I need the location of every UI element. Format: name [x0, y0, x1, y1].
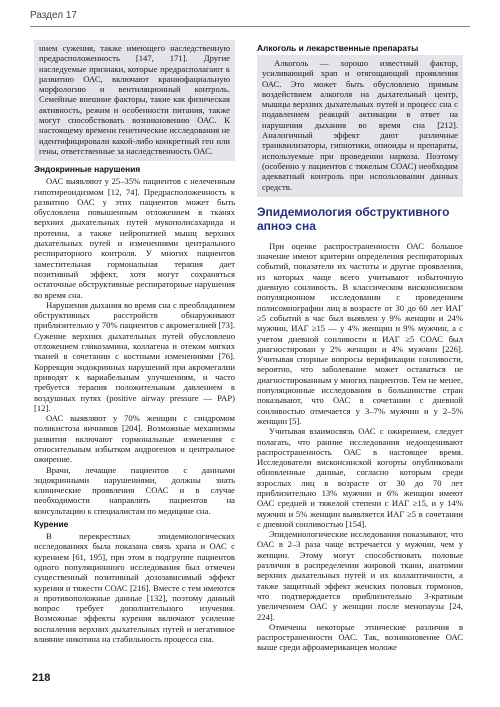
paragraph-acromegaly: Нарушения дыхания во время сна с преобладанием обструктивных расстройств обнаруживают приблизительно у 70% пациентов с акромегалией [73]. Сужение верхних дыхательных путей обусловлено отложением гликозамина, коллагена и отеком мягких тканей в сочетании с костными изменениями [76]. Коррекция эндокринных нарушений при акромегалии приводят к вариабельным улучшениям, и часто требуется терапия положительным давлением в воздушных путях (positive airway pressure — PAP) [12].: [34, 299, 235, 413]
paragraph-doctors: Врачи, лечащие пациентов с данными эндокринными нарушениями, должны знать клинические проявления СОАС и в случае необходимости направлять пациентов на консультацию к специалистам по медицине сна.: [34, 464, 235, 516]
paragraph-sex-differences: Эпидемиологические исследования показывают, что ОАС в 2–3 раза чаще встречается у мужчин, чем у женщин. Этому могут способствовать половые различия в распределении жировой ткани, анатомии верхних дыхательных путей и их коллаптичности, а также защитный эффект женских половых гормонов, что подтверждается приблизительно 3-кратным увеличением ОАС у женщин после менопаузы [24, 224].: [257, 529, 463, 622]
shaded-continuation-block: [34, 40, 235, 161]
right-column: [257, 40, 463, 653]
heading-alcohol: Алкоголь и лекарственные препараты: [257, 43, 419, 53]
heading-endocrine: Эндокринные нарушения: [34, 164, 141, 175]
running-header: [30, 10, 470, 28]
paragraph-heredity: нием сужения, также имеющего наследственную предрасположенность [147, 171]. Другие наследуемые признаки, которые предрасполагают к развитию ОАС, включают краниофациальную морфологию и вентиляционный контроль. Семейные внешние факторы, такие как физическая активность, режим и особенности питания, также могут способствовать возникновению ОАС. К настоящему времени генетические исследования не идентифицировали какой-либо конкретный ген или гены, ответственные за наследственность ОАС.: [39, 43, 230, 156]
heading-epidemiology: Эпидемиология обструктивного апноэ сна: [257, 204, 450, 233]
left-column: [34, 40, 235, 644]
header-rule: [30, 26, 470, 27]
paragraph-hypothyroidism: ОАС выявляют у 25–35% пациентов с нелеченным гипотиреоидизмом [12, 74]. Предрасположенность к развитию ОАС у этих пациентов может быть обусловлена повышенным отложением в тканях верхних дыхательных путей мукополисахарида и протеина, а также нейропатией мышц верхних дыхательных путей и изменениями центрального респираторного контроля. У многих пациентов заместительная гормональная терапия дает позитивный эффект, хотя могут сохраняться остаточные обструктивные респираторные нарушения во время сна.: [34, 176, 235, 300]
section-label: Раздел 17: [30, 10, 77, 21]
shaded-alcohol-block: [257, 55, 463, 197]
paragraph-obesity: Учитывая взаимосвязь ОАС с ожирением, следует полагать, что ранние исследования недооценивают распространенность ОАС в настоящее время. Исследователи висконсинской когорты опубликовали обновленные данные, согласно которым среди взрослых лиц в возрасте от 30 до 70 лет приблизительно 13% мужчин и 6% женщин имеют ОАС средней и тяжелой степени с ИАГ ≥15, и у 14% мужчин и 5% женщин выявляется ИАГ ≥5 в сочетании с дневной сонливостью [154].: [257, 426, 463, 529]
paragraph-alcohol: Алкоголь — хорошо известный фактор, усиливающий храп и отягощающий проявления ОАС. Это может быть обусловлено прямым воздействием алкоголя на дыхательный центр, мышцы верхних дыхательных путей и процесс сна с подавлением реакций активации в ответ на нарушения дыхания во время сна [212]. Аналогичный эффект дают различные транквилизаторы, гипнотики, опиоиды и препараты, используемые при проведении наркоза. Поэтому (особенно у пациентов с тяжелым СОАС) необходим адекватный контроль при использовании данных средств.: [262, 58, 458, 192]
paragraph-smoking: В перекрестных эпидемиологических исследованиях была показана связь храпа и ОАС с курением [61, 195], при этом в подгруппе пациентов одного популяционного исследования был отмечен существенный позитивный дозозависимый эффект курения и тяжести СОАС [216]. Вместе с тем имеются и противоположные данные [132], поэтому данный вопрос требует дополнительного изучения. Возможные эффекты курения включают усиление воспаления верхних дыхательных путей и негативное влияние никотина на стабильность процесса сна.: [34, 531, 235, 645]
paragraph-prevalence: При оценке распространенности ОАС большое значение имеют критерии определения респираторных событий, показатели их частоты и другие проявления, из которых чаще всего учитывают избыточную дневную сонливость. В классическом висконсинском популяционном исследовании с проведением полисомнографии лиц в возрасте от 30 до 60 лет ИАГ ≥5 событий в час был выявлен у 9% женщин и 24% мужчин, ИАГ ≥15 — у 4% женщин и 9% мужчин, а с учетом дневной сонливости и ИАГ ≥5 СОАС был диагностирован у 2% женщин и 4% мужчин [226]. Учитывая спорные вопросы верификации сонливости, вероятно, что заболевание может оставаться не диагностированным у многих пациентов. Тем не менее, популяционные исследования в большинстве стран показывают, что ОАС в сочетании с дневной сонливостью отмечается у 3–7% мужчин и у 2–5% женщин [5].: [257, 240, 463, 426]
paragraph-pcos: ОАС выявляют у 70% женщин с синдромом поликистоза яичников [204]. Возможные механизмы развития включают гормональные изменения с относительным избытком андрогенов и центральное ожирение.: [34, 413, 235, 465]
heading-smoking: Курение: [34, 519, 69, 530]
page-number: 218: [32, 672, 51, 684]
paragraph-ethnic: Отмечены некоторые этнические различия в распространенности ОАС. Так, возникновение ОАС выше среди афроамериканцев моложе: [257, 621, 463, 653]
